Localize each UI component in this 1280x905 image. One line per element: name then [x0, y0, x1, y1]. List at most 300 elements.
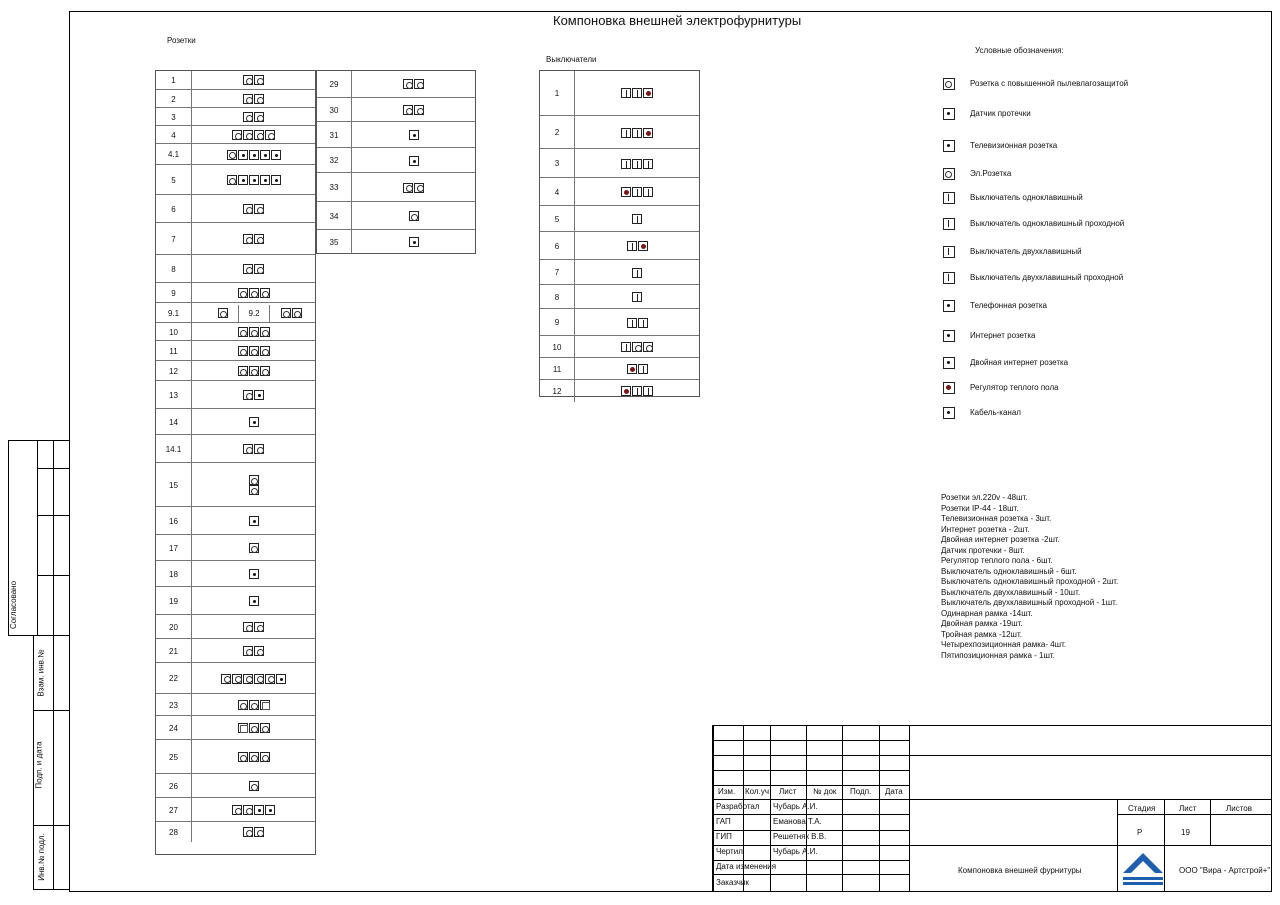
socket-icon	[243, 805, 253, 815]
undefined-symbols	[575, 71, 699, 115]
switch-icon	[632, 159, 642, 169]
undefined-symbols	[192, 283, 315, 303]
double-pass-switch-icon	[943, 272, 955, 284]
blank-frame-icon	[238, 723, 248, 733]
undefined-row	[156, 143, 315, 165]
undefined-symbols	[192, 774, 315, 798]
data-socket-icon	[260, 175, 270, 185]
legend-label: Эл.Розетка	[970, 169, 1012, 178]
undefined-symbols	[192, 255, 315, 283]
undefined-row	[540, 148, 699, 178]
switch-icon	[632, 88, 642, 98]
page-title: Компоновка внешней электрофурнитуры	[553, 13, 802, 28]
undefined-symbols	[575, 285, 699, 309]
socket-icon	[243, 94, 253, 104]
socket-icon	[414, 105, 424, 115]
undefined-row	[317, 229, 475, 254]
socket-icon	[254, 234, 264, 244]
undefined-symbols	[192, 71, 315, 89]
stamp-role: Дата изменения	[716, 862, 777, 871]
stamp-header: Изм.	[718, 787, 736, 796]
undefined-row-number: 11	[156, 341, 192, 361]
socket-icon	[254, 204, 264, 214]
leak-sensor-icon	[943, 108, 955, 120]
undefined-row-number: 27	[156, 798, 192, 822]
stamp-header: Дата	[885, 787, 903, 796]
sockets-heading: Розетки	[167, 36, 196, 45]
undefined-row-number: 2	[540, 116, 575, 149]
legend-label: Интернет розетка	[970, 331, 1036, 340]
data-socket-icon	[260, 150, 270, 160]
undefined-row-number: 2	[156, 90, 192, 108]
legend-label: Регулятор теплого пола	[970, 383, 1059, 392]
undefined-row-number: 6	[156, 195, 192, 223]
switch-icon	[621, 88, 631, 98]
undefined-symbols	[192, 740, 315, 774]
undefined-row-number: 30	[317, 98, 352, 122]
row-9-2-number: 9.2	[238, 305, 269, 322]
socket-icon	[254, 75, 264, 85]
socket-icon	[403, 183, 413, 193]
undefined-row-number: 21	[156, 639, 192, 663]
socket-icon	[403, 105, 413, 115]
undefined-row	[317, 147, 475, 173]
stamp-role: Чертил	[716, 847, 743, 856]
undefined-row-number: 4	[540, 178, 575, 206]
socket-icon	[254, 622, 264, 632]
undefined-row	[317, 121, 475, 148]
socket-icon	[218, 308, 228, 318]
sockets-table-a	[155, 70, 316, 855]
undefined-symbols	[575, 260, 699, 285]
undefined-row-number: 5	[156, 165, 192, 195]
undefined-symbols	[192, 303, 315, 323]
undefined-row-number: 8	[156, 255, 192, 283]
undefined-row	[156, 715, 315, 740]
socket-icon	[632, 342, 642, 352]
socket-icon	[643, 342, 653, 352]
floor-heating-icon	[643, 128, 653, 138]
undefined-row	[156, 614, 315, 639]
undefined-row	[540, 115, 699, 149]
switches-heading: Выключатели	[546, 55, 597, 64]
undefined-row-number: 26	[156, 774, 192, 798]
undefined-row	[156, 462, 315, 507]
undefined-row-number: 12	[540, 380, 575, 402]
undefined-row-number: 29	[317, 71, 352, 97]
undefined-row	[156, 534, 315, 561]
socket-icon	[265, 674, 275, 684]
undefined-symbols	[192, 615, 315, 639]
undefined-row-number: 25	[156, 740, 192, 774]
undefined-symbols	[192, 108, 315, 126]
socket-icon	[238, 288, 248, 298]
undefined-row	[540, 335, 699, 358]
undefined-row-number: 4	[156, 126, 192, 144]
undefined-row-number: 1	[540, 71, 575, 115]
undefined-row-number: 32	[317, 148, 352, 173]
socket-icon	[943, 168, 955, 180]
undefined-row	[540, 357, 699, 380]
socket-icon	[260, 723, 270, 733]
undefined-symbols	[575, 358, 699, 380]
legend-label: Выключатель одноклавишный проходной	[970, 219, 1125, 228]
single-switch-icon	[943, 192, 955, 204]
summary-line: Выключатель двухклавишный проходной - 1шт.	[941, 598, 1118, 607]
socket-icon	[260, 327, 270, 337]
socket-icon	[249, 327, 259, 337]
single-pass-switch-icon	[943, 218, 955, 230]
undefined-row-number: 31	[317, 122, 352, 148]
floor-heating-icon	[638, 241, 648, 251]
socket-icon	[238, 346, 248, 356]
floor-heating-icon	[621, 187, 631, 197]
socket-icon	[232, 130, 242, 140]
undefined-row-number: 6	[540, 232, 575, 260]
data-socket-icon	[276, 674, 286, 684]
data-socket-icon	[238, 175, 248, 185]
switches-table	[539, 70, 700, 397]
undefined-row	[540, 259, 699, 285]
undefined-row	[156, 797, 315, 822]
switch-icon	[621, 128, 631, 138]
summary-line: Выключатель двухклавишный - 10шт.	[941, 587, 1081, 597]
summary-line: Телевизионная розетка - 3шт.	[941, 514, 1052, 523]
floor-heating-icon	[621, 386, 631, 396]
undefined-row	[156, 380, 315, 409]
socket-icon	[254, 112, 264, 122]
stage-value: Р	[1137, 828, 1143, 837]
undefined-row-number: 14	[156, 409, 192, 435]
sign-date-label: Подп. и дата	[34, 741, 44, 789]
data-socket-icon	[249, 596, 259, 606]
undefined-row	[156, 89, 315, 108]
undefined-row-number: 15	[156, 463, 192, 507]
switch-icon	[632, 214, 642, 224]
socket-icon	[292, 308, 302, 318]
switch-icon	[638, 318, 648, 328]
undefined-symbols	[575, 178, 699, 206]
socket-icon	[243, 264, 253, 274]
undefined-symbols	[192, 587, 315, 615]
stamp-role: ГАП	[716, 817, 731, 826]
undefined-row	[156, 434, 315, 463]
data-socket-icon	[249, 516, 259, 526]
stamp-header: Подп.	[850, 787, 872, 796]
undefined-row	[540, 379, 699, 402]
undefined-row	[156, 773, 315, 798]
socket-icon	[243, 827, 253, 837]
switch-icon	[632, 268, 642, 278]
undefined-row	[156, 282, 315, 303]
undefined-symbols	[352, 122, 475, 148]
undefined-row-number: 1	[156, 71, 192, 89]
double-switch-icon	[943, 246, 955, 258]
undefined-row-number: 9	[156, 283, 192, 303]
socket-icon	[254, 827, 264, 837]
stage-label: Стадия	[1128, 804, 1156, 813]
undefined-row	[156, 638, 315, 663]
summary-line: Интернет розетка - 2шт.	[941, 524, 1030, 534]
legend-label: Выключатель двухклавишный	[970, 247, 1082, 256]
undefined-row-number: 34	[317, 202, 352, 230]
socket-icon	[227, 150, 237, 160]
undefined-symbols	[192, 409, 315, 435]
tv-socket-icon	[943, 140, 955, 152]
undefined-row	[156, 194, 315, 223]
side-stamp	[8, 440, 70, 890]
socket-icon	[243, 390, 253, 400]
undefined-symbols	[575, 206, 699, 232]
socket-icon	[232, 674, 242, 684]
summary-line: Двойная рамка -19шт.	[941, 619, 1023, 628]
undefined-row	[156, 586, 315, 615]
undefined-symbols	[192, 165, 315, 195]
undefined-row	[317, 201, 475, 230]
socket-icon	[243, 234, 253, 244]
sockets-table-b	[316, 70, 476, 254]
summary-line: Розетки IP-44 - 18шт.	[941, 503, 1019, 513]
undefined-symbols	[192, 435, 315, 463]
summary-line: Выключатель одноклавишный проходной - 2шт.	[941, 577, 1119, 586]
undefined-row	[156, 408, 315, 435]
internet-socket-icon	[943, 330, 955, 342]
undefined-symbols	[192, 561, 315, 587]
undefined-symbols	[192, 323, 315, 341]
stamp-role: Заказчик	[716, 878, 749, 887]
socket-icon	[249, 485, 259, 495]
undefined-symbols	[575, 336, 699, 358]
summary-line: Одинарная рамка -14шт.	[941, 608, 1033, 618]
undefined-row	[156, 302, 315, 323]
undefined-row	[540, 71, 699, 115]
stamp-header: Кол.уч	[745, 787, 769, 796]
legend	[940, 66, 1240, 426]
switch-icon	[632, 187, 642, 197]
legend-label: Двойная интернет розетка	[970, 358, 1069, 367]
inv-replace-label: Взам. инв.№	[36, 649, 46, 697]
switch-icon	[627, 318, 637, 328]
undefined-symbols	[192, 663, 315, 694]
undefined-row-number: 8	[540, 285, 575, 309]
undefined-symbols	[192, 144, 315, 165]
undefined-row	[156, 560, 315, 587]
undefined-row-number: 22	[156, 663, 192, 694]
undefined-row-number: 5	[540, 206, 575, 232]
undefined-row	[156, 71, 315, 89]
undefined-row	[156, 107, 315, 126]
switch-icon	[632, 292, 642, 302]
undefined-row	[156, 254, 315, 283]
socket-icon	[254, 646, 264, 656]
sensor-icon	[409, 156, 419, 166]
undefined-symbols	[192, 126, 315, 144]
socket-icon	[249, 543, 259, 553]
data-socket-icon	[249, 569, 259, 579]
undefined-symbols	[352, 230, 475, 254]
summary-list	[941, 493, 1241, 661]
stamp-role: ГИП	[716, 832, 732, 841]
undefined-symbols	[352, 71, 475, 97]
summary-line: Розетки эл.220v - 48шт.	[941, 493, 1028, 502]
undefined-symbols	[192, 822, 315, 842]
undefined-row	[317, 172, 475, 202]
undefined-symbols	[192, 195, 315, 223]
undefined-row-number: 16	[156, 507, 192, 535]
undefined-row	[156, 322, 315, 341]
double-internet-icon	[943, 357, 955, 369]
socket-icon	[403, 79, 413, 89]
undefined-row	[156, 222, 315, 255]
legend-heading: Условные обозначения:	[975, 46, 1064, 55]
socket-icon	[249, 475, 259, 485]
undefined-row	[540, 177, 699, 206]
socket-icon	[243, 674, 253, 684]
inv-orig-label: Инв.№ подл.	[36, 833, 46, 881]
socket-icon	[254, 674, 264, 684]
socket-icon	[249, 700, 259, 710]
undefined-row	[156, 693, 315, 716]
socket-icon	[414, 183, 424, 193]
socket-icon	[249, 366, 259, 376]
socket-icon	[227, 175, 237, 185]
undefined-row	[540, 284, 699, 309]
undefined-symbols	[192, 694, 315, 716]
undefined-row	[156, 821, 315, 842]
socket-icon	[238, 752, 248, 762]
cable-channel-icon	[943, 407, 955, 419]
summary-line: Тройная рамка -12шт.	[941, 629, 1022, 639]
undefined-symbols	[192, 716, 315, 740]
stamp-header: № док	[813, 787, 837, 796]
undefined-symbols	[575, 309, 699, 336]
undefined-row-number: 35	[317, 230, 352, 254]
switch-icon	[627, 241, 637, 251]
data-socket-icon	[271, 150, 281, 160]
stamp-name: Чубарь А.И.	[773, 802, 818, 811]
socket-icon	[260, 752, 270, 762]
socket-icon	[260, 346, 270, 356]
undefined-symbols	[192, 639, 315, 663]
socket-icon	[238, 327, 248, 337]
legend-label: Кабель-канал	[970, 408, 1021, 417]
socket-icon	[232, 805, 242, 815]
sheet-value: 19	[1181, 828, 1190, 837]
sheets-label: Листов	[1226, 804, 1252, 813]
undefined-row-number: 3	[156, 108, 192, 126]
undefined-row-number: 20	[156, 615, 192, 639]
undefined-symbols	[352, 98, 475, 122]
undefined-symbols	[192, 535, 315, 561]
title-block	[712, 725, 1271, 891]
sensor-icon	[409, 237, 419, 247]
undefined-symbols	[192, 381, 315, 409]
data-socket-icon	[254, 390, 264, 400]
switch-icon	[621, 342, 631, 352]
undefined-row	[156, 506, 315, 535]
undefined-row-number: 17	[156, 535, 192, 561]
undefined-row	[156, 164, 315, 195]
switch-icon	[638, 364, 648, 374]
undefined-row-number: 10	[540, 336, 575, 358]
undefined-symbols	[575, 232, 699, 260]
company-name: ООО "Вира - Артстрой+"	[1179, 866, 1271, 875]
socket-icon	[254, 94, 264, 104]
floor-heating-icon	[943, 382, 955, 394]
summary-line: Четырехпозиционная рамка- 4шт.	[941, 640, 1067, 649]
switch-icon	[632, 128, 642, 138]
switch-icon	[643, 386, 653, 396]
undefined-row	[156, 340, 315, 361]
undefined-row-number: 28	[156, 822, 192, 842]
undefined-row-number: 23	[156, 694, 192, 716]
undefined-row-number: 7	[540, 260, 575, 285]
legend-label: Выключатель двухклавишный проходной	[970, 273, 1124, 282]
stamp-role: Разработал	[716, 802, 760, 811]
legend-label: Датчик протечки	[970, 109, 1031, 118]
socket-icon	[243, 204, 253, 214]
stamp-header: Лист	[779, 787, 797, 796]
socket-icon	[414, 79, 424, 89]
switch-icon	[643, 159, 653, 169]
undefined-row-number: 13	[156, 381, 192, 409]
undefined-row-number: 14.1	[156, 435, 192, 463]
undefined-row	[317, 97, 475, 122]
undefined-symbols	[352, 173, 475, 202]
undefined-symbols	[575, 149, 699, 178]
undefined-row	[540, 231, 699, 260]
undefined-symbols	[192, 90, 315, 108]
socket-icon	[249, 288, 259, 298]
floor-heating-icon	[643, 88, 653, 98]
socket-icon	[249, 752, 259, 762]
socket-icon	[265, 130, 275, 140]
socket-icon	[243, 75, 253, 85]
data-socket-icon	[238, 150, 248, 160]
data-socket-icon	[249, 150, 259, 160]
undefined-symbols	[352, 148, 475, 173]
undefined-row-number: 3	[540, 149, 575, 178]
legend-label: Телефонная розетка	[970, 301, 1047, 310]
undefined-row-number: 7	[156, 223, 192, 255]
sensor-icon	[409, 130, 419, 140]
undefined-row-number: 9.1	[156, 303, 192, 323]
undefined-symbols	[192, 798, 315, 822]
socket-icon	[243, 130, 253, 140]
data-socket-icon	[254, 805, 264, 815]
switch-icon	[643, 187, 653, 197]
undefined-symbols	[192, 463, 315, 507]
stamp-name: Еманова Т.А.	[773, 817, 822, 826]
company-logo	[1121, 849, 1165, 894]
socket-icon	[254, 264, 264, 274]
undefined-row-number: 19	[156, 587, 192, 615]
socket-icon	[254, 130, 264, 140]
socket-icon	[409, 211, 419, 221]
approved-label: Согласовано	[9, 580, 19, 630]
stamp-name: Чубарь А.И.	[773, 847, 818, 856]
socket-icon	[243, 646, 253, 656]
legend-label: Телевизионная розетка	[970, 141, 1058, 150]
blank-frame-icon	[260, 700, 270, 710]
switch-icon	[621, 159, 631, 169]
socket-icon	[243, 622, 253, 632]
socket-icon	[238, 366, 248, 376]
socket-icon	[254, 444, 264, 454]
undefined-row-number: 9	[540, 309, 575, 336]
undefined-symbols	[192, 361, 315, 381]
socket-icon	[249, 346, 259, 356]
